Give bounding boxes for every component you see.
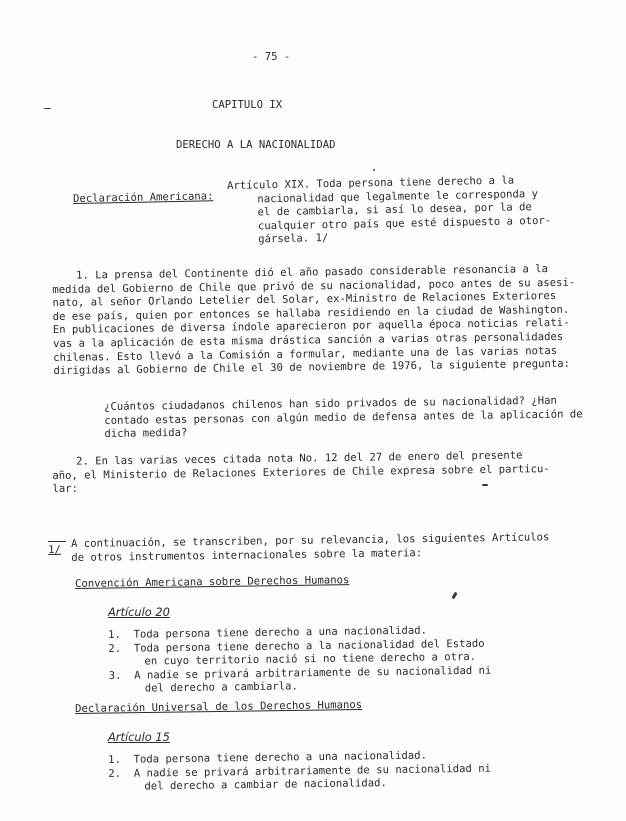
paragraph-line: vas a la aplicación de esta misma drástica sanción a varias otras personalidades [52,330,564,350]
list-item-continuation: del derecho a cambiarla. [144,680,298,695]
paragraph-line: nato, al señor Orlando Letelier del Solar, ex-Ministro de Relaciones Exteriores [52,290,557,310]
question-line: contado estas personas con algún medio de defensa antes de la aplicación de [104,407,583,427]
paragraph-line: 2. En las varias veces citada nota No. 12 del 27 de enero del presente [75,449,523,468]
epigraph-line: Artículo XIX. Toda persona tiene derecho a la [227,174,515,192]
paragraph-line: de ese país, quien por entonces se hallaba residiendo en la ciudad de Washington. [52,303,570,323]
question-line: dicha medida? [104,427,188,441]
scan-speck [373,169,375,171]
footnote-intro [71,531,550,565]
list-item: 2. Toda persona tiene derecho a la nacionalidad del Estado [108,637,485,655]
epigraph-line: el de cambiarla, si así lo desea, por la de [257,201,532,219]
epigraph-line: nacionalidad que legalmente le corresponda y [257,187,539,206]
convention-heading: Convención Americana sobre Derechos Humanos [75,574,350,590]
scan-speck [482,484,488,486]
footnote-rule [48,541,66,542]
paragraph-1 [52,263,576,379]
epigraph-text [227,174,552,248]
epigraph-label: Declaración Americana: [73,190,214,205]
list-item: 3. A nadie se privará arbitrariamente de su nacionalidad ni [108,664,492,682]
question-block [104,394,583,441]
list-item: 2. A nadie se privará arbitrariamente de su nacionalidad ni [108,762,492,780]
paragraph-2 [52,449,550,497]
paragraph-line: En publicaciones de diversa índole aparecieron por aquella época noticias relati- [52,317,570,337]
list-item: 1. Toda persona tiene derecho a una nacionalidad. [108,749,428,766]
article-20-label: Artículo 20 [108,605,170,619]
list-item-continuation: en cuyo territorio nació si no tiene derecho a otra. [144,651,477,668]
section-title: DERECHO A LA NACIONALIDAD [176,139,336,151]
article-20-items [108,624,492,697]
list-item: 1. Toda persona tiene derecho a una nacionalidad. [108,624,428,641]
scan-speck [44,108,51,109]
paragraph-line: lar: [52,482,79,496]
epigraph-line: gársela. 1/ [258,232,329,246]
footnote-marker: 1/ [48,543,61,556]
list-item-continuation: del derecho a cambiar de nacionalidad. [144,777,387,793]
epigraph-line: cualquier otro país que esté dispuesto a otor- [257,214,552,233]
paragraph-line: dirigidas al Gobierno de Chile el 30 de noviembre de 1976, la siguiente pregunta: [53,357,571,378]
paragraph-line: chilenas. Esto llevó a la Comisión a formular, mediante una de las varias notas [53,344,558,364]
scan-speck [451,592,457,600]
article-15-label: Artículo 15 [108,730,170,744]
paragraph-line: 1. La prensa del Continente dió el año pasado considerable resonancia a la [75,263,549,282]
footnote-line: de otros instrumentos internacionales sobre la materia: [71,546,423,564]
chapter-heading: CAPITULO IX [212,99,283,111]
footnote-line: A continuación, se transcriben, por su relevancia, los siguientes Artículos [71,531,550,550]
paragraph-line: medida del Gobierno de Chile que privó de su nacionalidad, poco antes de su asesi- [52,276,576,296]
page-number: - 75 - [252,51,291,63]
declaration-heading: Declaración Universal de los Derechos Humanos [75,698,363,715]
article-15-items [108,749,491,795]
paragraph-line: año, el Ministerio de Relaciones Exteriores de Chile expresa sobre el particu- [52,462,550,482]
question-line: ¿Cuántos ciudadanos chilenos han sido privados de su nacionalidad? ¿Han [104,394,557,413]
